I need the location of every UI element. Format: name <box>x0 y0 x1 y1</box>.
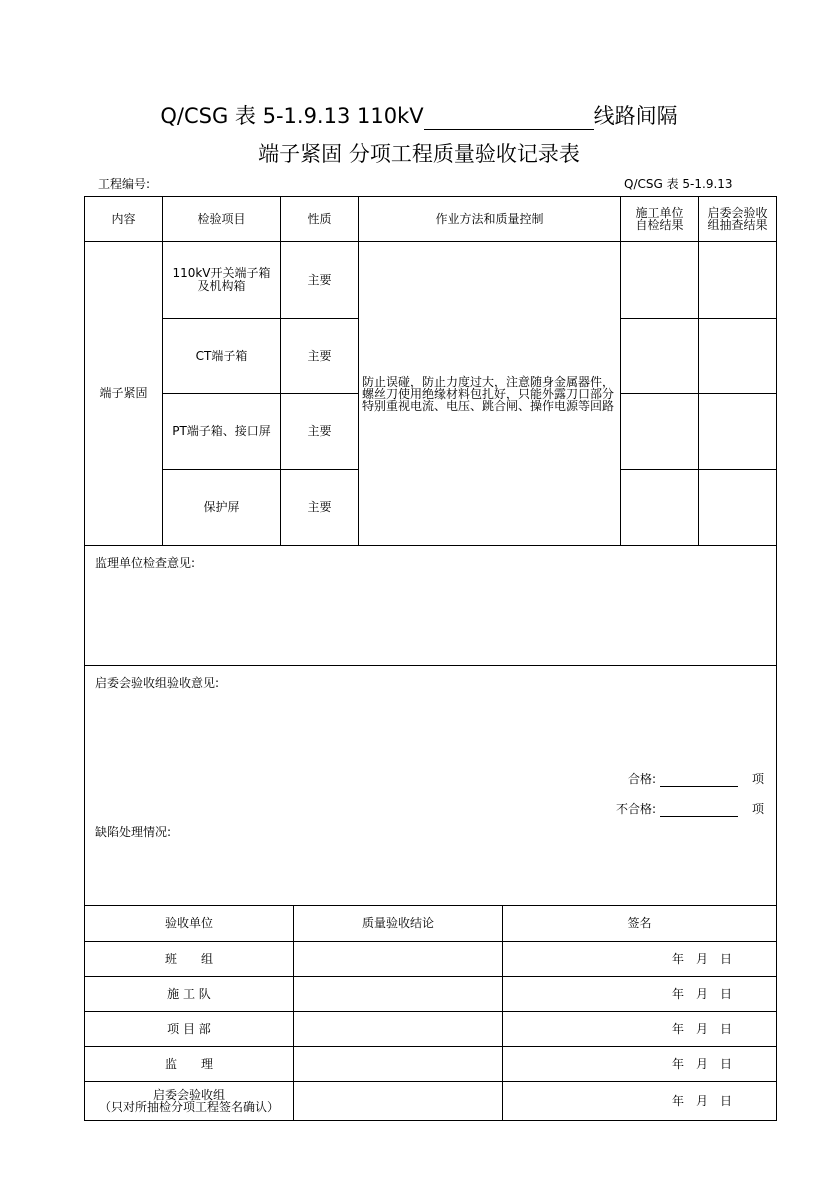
item-nature: 主要 <box>281 319 359 394</box>
pass-count-field[interactable] <box>660 774 738 787</box>
conclusion-cell[interactable] <box>294 1012 503 1047</box>
committee-opinion-label: 启委会验收组验收意见: <box>95 676 220 690</box>
header-cell: 施工单位 自检结果 <box>621 197 699 242</box>
fail-count-row <box>616 800 764 817</box>
header-cell: 检验项目 <box>163 197 281 242</box>
sign-unit: 施 工 队 <box>85 977 294 1012</box>
committee-check-cell[interactable] <box>699 394 777 470</box>
fail-label: 不合格: <box>615 802 656 816</box>
sign-row <box>85 1047 777 1082</box>
sign-header: 质量验收结论 <box>294 906 503 942</box>
sign-row <box>85 1082 777 1121</box>
signature-table <box>84 905 777 1121</box>
self-check-cell[interactable] <box>621 394 699 470</box>
sign-row <box>85 1012 777 1047</box>
sign-row <box>85 942 777 977</box>
sign-unit: 启委会验收组 （只对所抽检分项工程签名确认） <box>85 1082 294 1121</box>
conclusion-cell[interactable] <box>294 977 503 1012</box>
header-cell: 内容 <box>85 197 163 242</box>
pass-label: 合格: <box>627 772 656 786</box>
header-cell: 启委会验收 组抽查结果 <box>699 197 777 242</box>
item-nature: 主要 <box>281 470 359 546</box>
supervision-opinion-label: 监理单位检查意见: <box>95 556 196 570</box>
self-check-cell[interactable] <box>621 470 699 546</box>
committee-check-cell[interactable] <box>699 319 777 394</box>
header-cell: 作业方法和质量控制 <box>359 197 621 242</box>
item-name: PT端子箱、接口屏 <box>163 394 281 470</box>
committee-opinion-section[interactable] <box>84 665 777 906</box>
signature-cell[interactable]: 年 月 日 <box>503 1047 777 1082</box>
inspection-table <box>84 196 777 546</box>
title-prefix: Q/CSG 表 5-1.9.13 110kV <box>160 104 424 128</box>
item-name: 保护屏 <box>163 470 281 546</box>
sign-header: 验收单位 <box>85 906 294 942</box>
committee-check-cell[interactable] <box>699 470 777 546</box>
content-cell: 端子紧固 <box>85 242 163 546</box>
header-cell: 性质 <box>281 197 359 242</box>
method-cell: 防止误碰，防止力度过大，注意随身金属器件，螺丝刀使用绝缘材料包扎好，只能外露刀口部分特别重视电流、电压、跳合闸、操作电源等回路 <box>359 242 621 546</box>
defect-label: 缺陷处理情况: <box>95 825 172 839</box>
sign-unit: 监 理 <box>85 1047 294 1082</box>
sign-row <box>85 977 777 1012</box>
committee-check-cell[interactable] <box>699 242 777 319</box>
unit-label: 项 <box>751 802 764 816</box>
signature-cell[interactable]: 年 月 日 <box>503 1082 777 1121</box>
title-line-1 <box>0 100 838 130</box>
fail-count-field[interactable] <box>660 804 738 817</box>
table-row <box>85 242 777 319</box>
item-nature: 主要 <box>281 242 359 319</box>
self-check-cell[interactable] <box>621 319 699 394</box>
line-name-blank[interactable] <box>424 107 594 130</box>
title-line-2: 端子紧固 分项工程质量验收记录表 <box>258 142 580 166</box>
item-nature: 主要 <box>281 394 359 470</box>
signature-cell[interactable]: 年 月 日 <box>503 977 777 1012</box>
form-code: Q/CSG 表 5-1.9.13 <box>624 177 733 191</box>
conclusion-cell[interactable] <box>294 1047 503 1082</box>
conclusion-cell[interactable] <box>294 942 503 977</box>
sign-unit: 班 组 <box>85 942 294 977</box>
title-suffix: 线路间隔 <box>593 104 678 128</box>
supervision-opinion-section[interactable] <box>84 545 777 666</box>
sign-header: 签名 <box>503 906 777 942</box>
item-name: 110kV开关端子箱 及机构箱 <box>163 242 281 319</box>
header-row <box>85 197 777 242</box>
sign-header-row <box>85 906 777 942</box>
pass-count-row <box>628 770 764 787</box>
sign-unit: 项 目 部 <box>85 1012 294 1047</box>
unit-label: 项 <box>751 772 764 786</box>
self-check-cell[interactable] <box>621 242 699 319</box>
item-name: CT端子箱 <box>163 319 281 394</box>
project-no-label: 工程编号: <box>98 177 151 191</box>
signature-cell[interactable]: 年 月 日 <box>503 1012 777 1047</box>
signature-cell[interactable]: 年 月 日 <box>503 942 777 977</box>
conclusion-cell[interactable] <box>294 1082 503 1121</box>
